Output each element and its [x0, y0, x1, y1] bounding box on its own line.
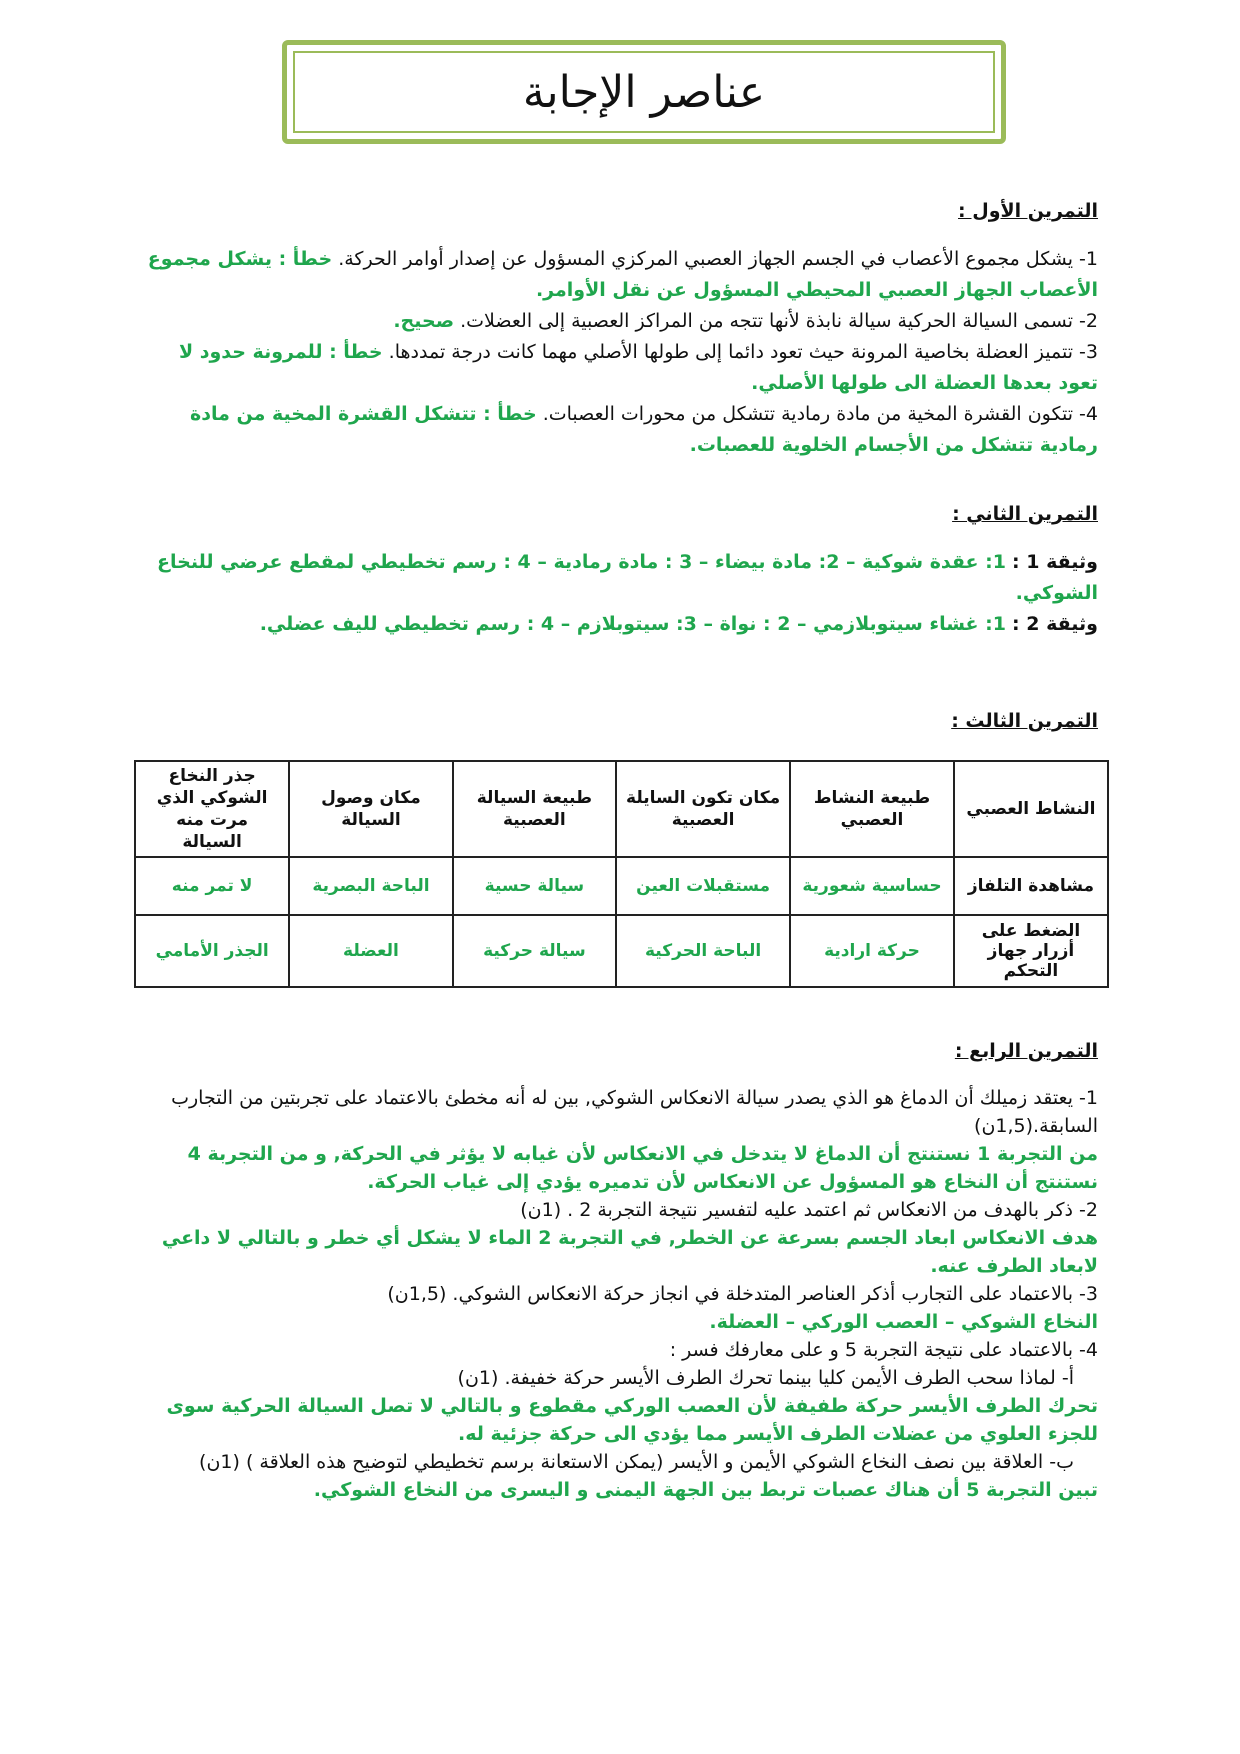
ex1-question-2: 2- تسمى السيالة الحركية سيالة نابذة لأنها تتجه من المراكز العصبية إلى العضلات. [460, 310, 1098, 332]
neural-activity-table [134, 760, 1109, 988]
table-cell: الجذر الأمامي [135, 915, 289, 987]
ex4-question-1: 1- يعتقد زميلك أن الدماغ هو الذي يصدر سيالة الانعكاس الشوكي, بين له أنه مخطئ بالاعتماد على تجربتين من التجارب السابقة.(1,5ن) [171, 1087, 1098, 1137]
ex1-answer-2: صحيح. [393, 310, 455, 332]
ex4-question-4a: أ- لماذا سحب الطرف الأيمن كليا بينما تحرك الطرف الأيسر حركة خفيفة. (1ن) [457, 1367, 1074, 1389]
doc-1-label: وثيقة 1 : [1012, 551, 1098, 573]
exercise-4-body [138, 1084, 1098, 1504]
exercise-4 [138, 1040, 1098, 1504]
table-cell: سيالة حركية [453, 915, 616, 987]
table-header-row [135, 761, 1108, 857]
ex4-answer-3: النخاع الشوكي – العصب الوركي – العضلة. [709, 1311, 1098, 1333]
exercise-1-body [138, 244, 1098, 461]
table-cell: الضغط على أزرار جهاز التحكم [954, 915, 1108, 987]
doc-2-label: وثيقة 2 : [1012, 613, 1098, 635]
ex1-question-3: 3- تتميز العضلة بخاصية المرونة حيث تعود دائما إلى طولها الأصلي مهما كانت درجة تمددها. [388, 341, 1098, 363]
exercise-1 [138, 200, 1098, 461]
ex4-question-3: 3- بالاعتماد على التجارب أذكر العناصر المتدخلة في انجاز حركة الانعكاس الشوكي. (1,5ن) [387, 1283, 1098, 1305]
ex4-answer-4a: تحرك الطرف الأيسر حركة طفيفة لأن العصب الوركي مقطوع و بالتالي لا تصل السيالة الحركية سوى للجزء العلوي من عضلات الطرف الأيسر مما يؤدي الى حركة جزئية له. [166, 1395, 1098, 1445]
ex4-question-4b: ب- العلاقة بين نصف النخاع الشوكي الأيمن و الأيسر (يمكن الاستعانة برسم تخطيطي لتوضيح هذه العلاقة ) (1ن) [199, 1451, 1074, 1473]
ex1-answer-4: خطأ : تتشكل القشرة المخية من مادة رمادية تتشكل من الأجسام الخلوية للعصبات. [190, 403, 1098, 456]
exercise-4-heading: التمرين الرابع : [954, 1040, 1098, 1062]
ex4-question-4: 4- بالاعتماد على نتيجة التجربة 5 و على معارفك فسر : [669, 1339, 1098, 1361]
doc-1-answer: 1: عقدة شوكية – 2: مادة بيضاء – 3 : مادة رمادية – 4 : رسم تخطيطي لمقطع عرضي للنخاع الشوكي. [157, 551, 1098, 604]
title-box [282, 40, 1006, 144]
table-header: مكان تكون السايلة العصبية [616, 761, 790, 857]
table-row [135, 915, 1108, 987]
ex4-question-2: 2- ذكر بالهدف من الانعكاس ثم اعتمد عليه لتفسير نتيجة التجربة 2 . (1ن) [520, 1199, 1098, 1221]
table-cell: سيالة حسية [453, 857, 616, 915]
ex1-question-1: 1- يشكل مجموع الأعصاب في الجسم الجهاز العصبي المركزي المسؤول عن إصدار أوامر الحركة. [338, 248, 1098, 270]
table-header: جذر النخاع الشوكي الذي مرت منه السيالة [135, 761, 289, 857]
ex1-answer-3: خطأ : للمرونة حدود لا تعود بعدها العضلة الى طولها الأصلي. [178, 341, 1098, 394]
doc-2-answer: 1: غشاء سيتوبلازمي – 2 : نواة – 3: سيتوبلازم – 4 : رسم تخطيطي لليف عضلي. [259, 613, 1006, 635]
table-header: النشاط العصبي [954, 761, 1108, 857]
exercise-3 [138, 710, 1098, 732]
exercise-2-body [138, 547, 1098, 640]
table-header: طبيعة السيالة العصبية [453, 761, 616, 857]
table-cell: حركة ارادية [790, 915, 954, 987]
ex4-answer-1: من التجربة 1 نستنتج أن الدماغ لا يتدخل في الانعكاس لأن غيابه لا يؤثر في الحركة, و من التجربة 4 نستنتج أن النخاع هو المسؤول عن الانعكاس لأن تدميره يؤدي إلى غياب الحركة. [187, 1143, 1098, 1193]
table-header: طبيعة النشاط العصبي [790, 761, 954, 857]
exercise-1-heading: التمرين الأول : [958, 200, 1098, 222]
table-cell: حساسية شعورية [790, 857, 954, 915]
exercise-2-heading: التمرين الثاني : [952, 503, 1098, 525]
page-title: عناصر الإجابة [522, 66, 766, 118]
table-cell: الباحة الحركية [616, 915, 790, 987]
table-cell: العضلة [289, 915, 452, 987]
exercise-2 [138, 503, 1098, 640]
ex4-answer-2: هدف الانعكاس ابعاد الجسم بسرعة عن الخطر, في التجربة 2 الماء لا يشكل أي خطر و بالتالي لا داعي لابعاد الطرف عنه. [161, 1227, 1098, 1277]
table-cell: مستقبلات العين [616, 857, 790, 915]
table-header: مكان وصول السيالة [289, 761, 452, 857]
table-cell: الباحة البصرية [289, 857, 452, 915]
table-cell: مشاهدة التلفاز [954, 857, 1108, 915]
table-row [135, 857, 1108, 915]
ex1-answer-1: خطأ : يشكل مجموع الأعصاب الجهاز العصبي المحيطي المسؤول عن نقل الأوامر. [147, 248, 1098, 301]
ex1-question-4: 4- تتكون القشرة المخية من مادة رمادية تتشكل من محورات العصبات. [542, 403, 1098, 425]
ex4-answer-4b: تبين التجربة 5 أن هناك عصبات تربط بين الجهة اليمنى و اليسرى من النخاع الشوكي. [313, 1479, 1098, 1501]
exercise-3-heading: التمرين الثالث : [951, 710, 1098, 732]
table-cell: لا تمر منه [135, 857, 289, 915]
